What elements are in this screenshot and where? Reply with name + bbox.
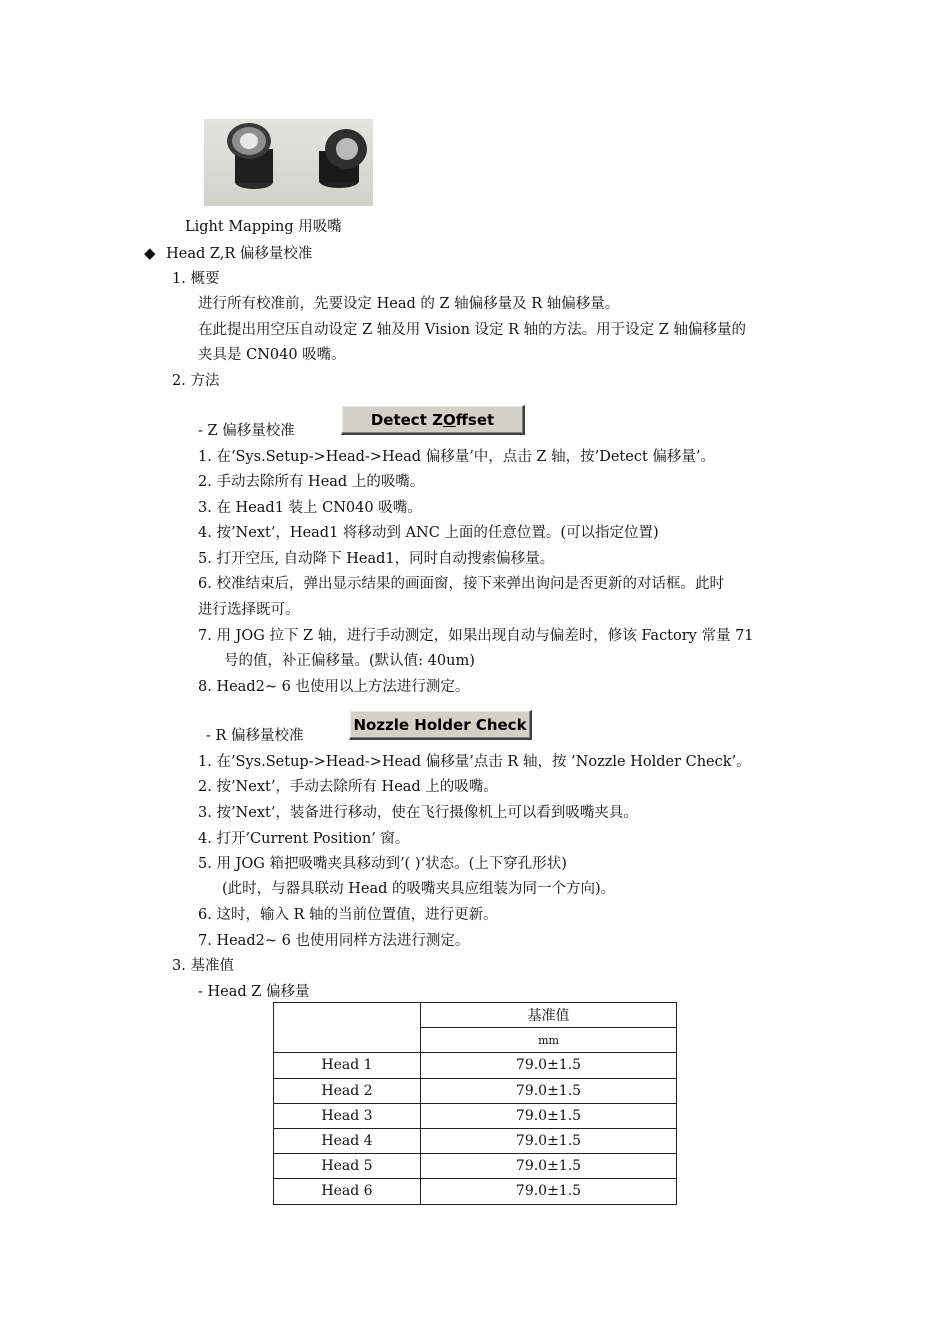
- section-heading: [144, 244, 312, 263]
- head-cell: Head 3: [274, 1103, 421, 1128]
- table-row: [274, 1078, 677, 1103]
- z-step: 进行选择既可。: [198, 602, 300, 618]
- value-cell: 79.0±1.5: [421, 1078, 677, 1103]
- detect-z-offset-button[interactable]: Detect Z O ffset: [341, 405, 525, 435]
- nozzle-holder-check-button[interactable]: Nozzle Holder Check: [349, 710, 532, 740]
- overview-line: 进行所有校准前，先要设定 Head 的 Z 轴偏移量及 R 轴偏移量。: [198, 296, 620, 312]
- z-offset-reference-table: [273, 1002, 677, 1205]
- nozzle-photo: [204, 119, 373, 206]
- head-cell: Head 6: [274, 1179, 421, 1204]
- photo-caption: Light Mapping 用吸嘴: [185, 219, 342, 235]
- overview-heading: 1. 概要: [172, 271, 220, 287]
- value-cell: 79.0±1.5: [421, 1103, 677, 1128]
- head-cell: Head 1: [274, 1053, 421, 1078]
- r-step: 4. 打开’Current Position’ 窗。: [198, 831, 410, 847]
- overview-line: 夹具是 CN040 吸嘴。: [198, 347, 346, 363]
- r-step: 2. 按’Next’，手动去除所有 Head 上的吸嘴。: [198, 779, 498, 795]
- r-offset-title: - R 偏移量校准: [206, 728, 304, 744]
- table-row: [274, 1053, 677, 1078]
- r-step: 6. 这时，输入 R 轴的当前位置值，进行更新。: [198, 907, 498, 923]
- value-cell: 79.0±1.5: [421, 1179, 677, 1204]
- z-step: 7. 用 JOG 拉下 Z 轴，进行手动测定，如果出现自动与偏差时，修该 Factory 常量 71: [198, 628, 754, 644]
- head-cell: Head 4: [274, 1128, 421, 1153]
- table-header-row: [274, 1003, 677, 1028]
- overview-line: 在此提出用空压自动设定 Z 轴及用 Vision 设定 R 轴的方法。用于设定 Z 轴偏移量的: [198, 322, 746, 338]
- z-step: 3. 在 Head1 装上 CN040 吸嘴。: [198, 500, 422, 516]
- column-header: 基准值: [421, 1003, 677, 1028]
- diamond-bullet-icon: ◆: [144, 244, 156, 262]
- z-step: 2. 手动去除所有 Head 上的吸嘴。: [198, 474, 425, 490]
- unit-cell: mm: [421, 1028, 677, 1053]
- table-row: [274, 1154, 677, 1179]
- reference-heading: 3. 基准值: [172, 958, 234, 974]
- table-row: [274, 1128, 677, 1153]
- z-step: 1. 在‘Sys.Setup->Head->Head 偏移量’中，点击 Z 轴，按’Detect 偏移量’。: [198, 449, 715, 465]
- z-step: 4. 按’Next’，Head1 将移动到 ANC 上面的任意位置。(可以指定位置): [198, 525, 659, 541]
- table-corner-cell: [274, 1003, 421, 1053]
- r-step: 3. 按’Next’，装备进行移动，使在飞行摄像机上可以看到吸嘴夹具。: [198, 805, 638, 821]
- reference-subheading: - Head Z 偏移量: [198, 984, 310, 1000]
- r-step: 7. Head2~ 6 也使用同样方法进行测定。: [198, 933, 470, 949]
- value-cell: 79.0±1.5: [421, 1128, 677, 1153]
- table-row: [274, 1103, 677, 1128]
- value-cell: 79.0±1.5: [421, 1053, 677, 1078]
- section-title: Head Z,R 偏移量校准: [166, 246, 313, 262]
- head-cell: Head 5: [274, 1154, 421, 1179]
- r-step: 1. 在’Sys.Setup->Head->Head 偏移量’点击 R 轴，按 ’Nozzle Holder Check’。: [198, 754, 751, 770]
- z-step: 号的值，补正偏移量。(默认值: 40um): [224, 653, 475, 669]
- table-row: [274, 1179, 677, 1204]
- method-heading: 2. 方法: [172, 373, 220, 389]
- z-step: 8. Head2~ 6 也使用以上方法进行测定。: [198, 679, 470, 695]
- z-step: 6. 校准结束后，弹出显示结果的画面窗，接下来弹出询问是否更新的对话框。此时: [198, 576, 724, 592]
- value-cell: 79.0±1.5: [421, 1154, 677, 1179]
- r-step: (此时，与器具联动 Head 的吸嘴夹具应组装为同一个方向)。: [222, 881, 616, 897]
- r-step: 5. 用 JOG 箱把吸嘴夹具移动到’( )’状态。(上下穿孔形状): [198, 856, 567, 872]
- z-offset-title: - Z 偏移量校准: [198, 423, 295, 439]
- nozzle-illustration: [204, 119, 373, 206]
- z-step: 5. 打开空压, 自动降下 Head1，同时自动搜索偏移量。: [198, 551, 555, 567]
- head-cell: Head 2: [274, 1078, 421, 1103]
